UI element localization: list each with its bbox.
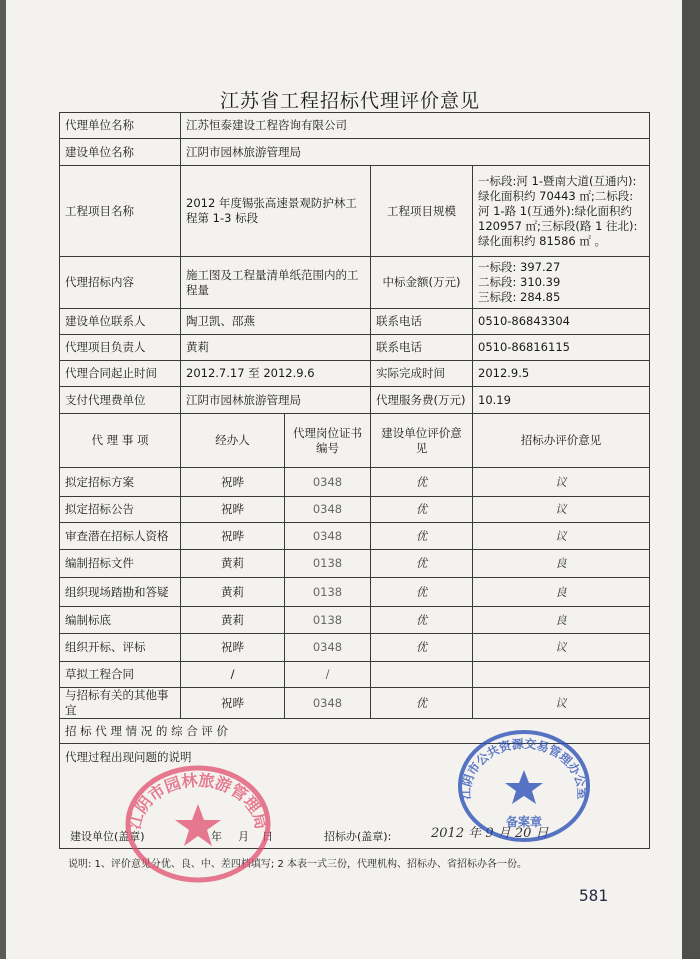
- value-phone-2: 0510-86816115: [473, 335, 650, 361]
- amount-3: 三标段: 284.85: [478, 290, 561, 304]
- item-row: [60, 634, 650, 662]
- header-cert: 代理岗位证书编号: [285, 414, 371, 468]
- header-item: 代 理 事 项: [60, 414, 181, 468]
- label-amount: 中标金额(万元): [371, 257, 473, 309]
- label-period: 代理合同起止时间: [60, 361, 181, 387]
- item-name: 拟定招标方案: [60, 468, 181, 497]
- item-office-eval: 良: [473, 550, 650, 578]
- item-builder-eval: 优: [371, 688, 473, 719]
- value-agency: 江苏恒泰建设工程咨询有限公司: [181, 113, 650, 139]
- item-cert: 0138: [285, 550, 371, 578]
- amount-1: 一标段: 397.27: [478, 260, 561, 274]
- item-builder-eval: 优: [371, 523, 473, 550]
- item-builder-eval: [371, 662, 473, 688]
- sign-year: 年: [211, 830, 222, 843]
- row-manager: [60, 335, 650, 361]
- item-handler: 黄莉: [181, 607, 285, 634]
- office-seal-label: 招标办(盖章):: [324, 830, 392, 843]
- label-phone-2: 联系电话: [371, 335, 473, 361]
- label-phone-1: 联系电话: [371, 309, 473, 335]
- item-office-eval: 议: [473, 688, 650, 719]
- item-handler: 祝晔: [181, 468, 285, 497]
- label-scale: 工程项目规模: [371, 166, 473, 257]
- label-manager: 代理项目负责人: [60, 335, 181, 361]
- item-handler: 祝晔: [181, 634, 285, 662]
- label-payer: 支付代理费单位: [60, 387, 181, 414]
- page-number: 581: [579, 886, 608, 905]
- item-name: 编制招标文件: [60, 550, 181, 578]
- item-cert: 0348: [285, 634, 371, 662]
- item-row: [60, 688, 650, 719]
- page-title: 江苏省工程招标代理评价意见: [219, 90, 480, 112]
- item-builder-eval: 优: [371, 550, 473, 578]
- label-project: 工程项目名称: [60, 166, 181, 257]
- item-cert: 0348: [285, 468, 371, 497]
- item-handler: 祝晔: [181, 688, 285, 719]
- item-builder-eval: 优: [371, 497, 473, 523]
- item-builder-eval: 优: [371, 607, 473, 634]
- form-page: [6, 0, 694, 959]
- item-row: [60, 497, 650, 523]
- issues-label: 代理过程出现问题的说明: [60, 744, 650, 849]
- item-builder-eval: 优: [371, 468, 473, 497]
- item-cert: 0138: [285, 607, 371, 634]
- left-seal-text: 江阴市园林旅游管理局: [124, 770, 272, 832]
- item-cert: /: [285, 662, 371, 688]
- value-phone-1: 0510-86843304: [473, 309, 650, 335]
- item-row: [60, 523, 650, 550]
- item-office-eval: 议: [473, 523, 650, 550]
- item-name: 草拟工程合同: [60, 662, 181, 688]
- item-handler: /: [181, 662, 285, 688]
- label-done: 实际完成时间: [371, 361, 473, 387]
- item-name: 审查潜在招标人资格: [60, 523, 181, 550]
- right-seal-subtext: 备案章: [505, 815, 543, 829]
- item-handler: 祝晔: [181, 497, 285, 523]
- item-name: 组织开标、评标: [60, 634, 181, 662]
- left-seal-icon: [118, 762, 278, 892]
- item-name: 编制标底: [60, 607, 181, 634]
- sign-month: 月: [238, 830, 249, 843]
- overall-evaluation-label: 招 标 代 理 情 况 的 综 合 评 价: [60, 719, 650, 744]
- right-seal-text: 江阴市公共资源交易管理办公室: [458, 736, 590, 800]
- item-row: [60, 550, 650, 578]
- scan-edge: [682, 0, 700, 959]
- row-period: [60, 361, 650, 387]
- item-handler: 黄莉: [181, 550, 285, 578]
- item-row: [60, 607, 650, 634]
- label-fee: 代理服务费(万元): [371, 387, 473, 414]
- item-row: [60, 468, 650, 497]
- value-period: 2012.7.17 至 2012.9.6: [181, 361, 371, 387]
- row-agency: [60, 113, 650, 139]
- item-builder-eval: 优: [371, 634, 473, 662]
- sign-day: 日: [262, 830, 273, 843]
- value-payer: 江阴市园林旅游管理局: [181, 387, 371, 414]
- sign-date: 2012 年 9 月 20 日: [431, 826, 549, 841]
- amount-2: 二标段: 310.39: [478, 275, 561, 289]
- label-agency: 代理单位名称: [60, 113, 181, 139]
- label-content: 代理招标内容: [60, 257, 181, 309]
- item-office-eval: [473, 662, 650, 688]
- item-cert: 0348: [285, 497, 371, 523]
- header-builder-eval: 建设单位评价意见: [371, 414, 473, 468]
- item-office-eval: 议: [473, 634, 650, 662]
- item-name: 与招标有关的其他事宜: [60, 688, 181, 719]
- value-fee: 10.19: [473, 387, 650, 414]
- value-builder: 江阴市园林旅游管理局: [181, 139, 650, 166]
- label-contact: 建设单位联系人: [60, 309, 181, 335]
- items-header: [60, 414, 650, 468]
- item-handler: 祝晔: [181, 523, 285, 550]
- value-amounts: [473, 257, 650, 309]
- value-content: 施工图及工程量清单纸范围内的工程量: [181, 257, 371, 309]
- header-office-eval: 招标办评价意见: [473, 414, 650, 468]
- value-done: 2012.9.5: [473, 361, 650, 387]
- builder-seal-label: 建设单位(盖章): [70, 830, 145, 843]
- item-row: [60, 578, 650, 607]
- right-seal-icon: [454, 728, 594, 846]
- value-manager: 黄莉: [181, 335, 371, 361]
- item-cert: 0138: [285, 578, 371, 607]
- value-scale: 一标段:河 1-暨南大道(互通内):绿化面积约 70443 ㎡;二标段:河 1-路 1(互通外):绿化面积约 120957 ㎡;三标段(路 1 往北):绿化面积约 81586 ㎡ 。: [473, 166, 650, 257]
- header-handler: 经办人: [181, 414, 285, 468]
- item-cert: 0348: [285, 523, 371, 550]
- item-name: 组织现场踏勘和答疑: [60, 578, 181, 607]
- item-handler: 黄莉: [181, 578, 285, 607]
- item-office-eval: 良: [473, 607, 650, 634]
- item-builder-eval: 优: [371, 578, 473, 607]
- footnote: 说明: 1、评价意见分优、良、中、差四档填写; 2 本表一式三份，代理机构、招标办、省招标办各一份。: [68, 859, 527, 870]
- row-content: [60, 257, 650, 309]
- value-project: 2012 年度锡张高速景观防护林工程第 1-3 标段: [181, 166, 371, 257]
- item-cert: 0348: [285, 688, 371, 719]
- value-contact: 陶卫凯、邵燕: [181, 309, 371, 335]
- item-office-eval: 议: [473, 497, 650, 523]
- item-row: [60, 662, 650, 688]
- item-office-eval: 良: [473, 578, 650, 607]
- label-builder: 建设单位名称: [60, 139, 181, 166]
- row-builder: [60, 139, 650, 166]
- row-payer: [60, 387, 650, 414]
- row-project: [60, 166, 650, 257]
- item-office-eval: 议: [473, 468, 650, 497]
- row-contact: [60, 309, 650, 335]
- item-name: 拟定招标公告: [60, 497, 181, 523]
